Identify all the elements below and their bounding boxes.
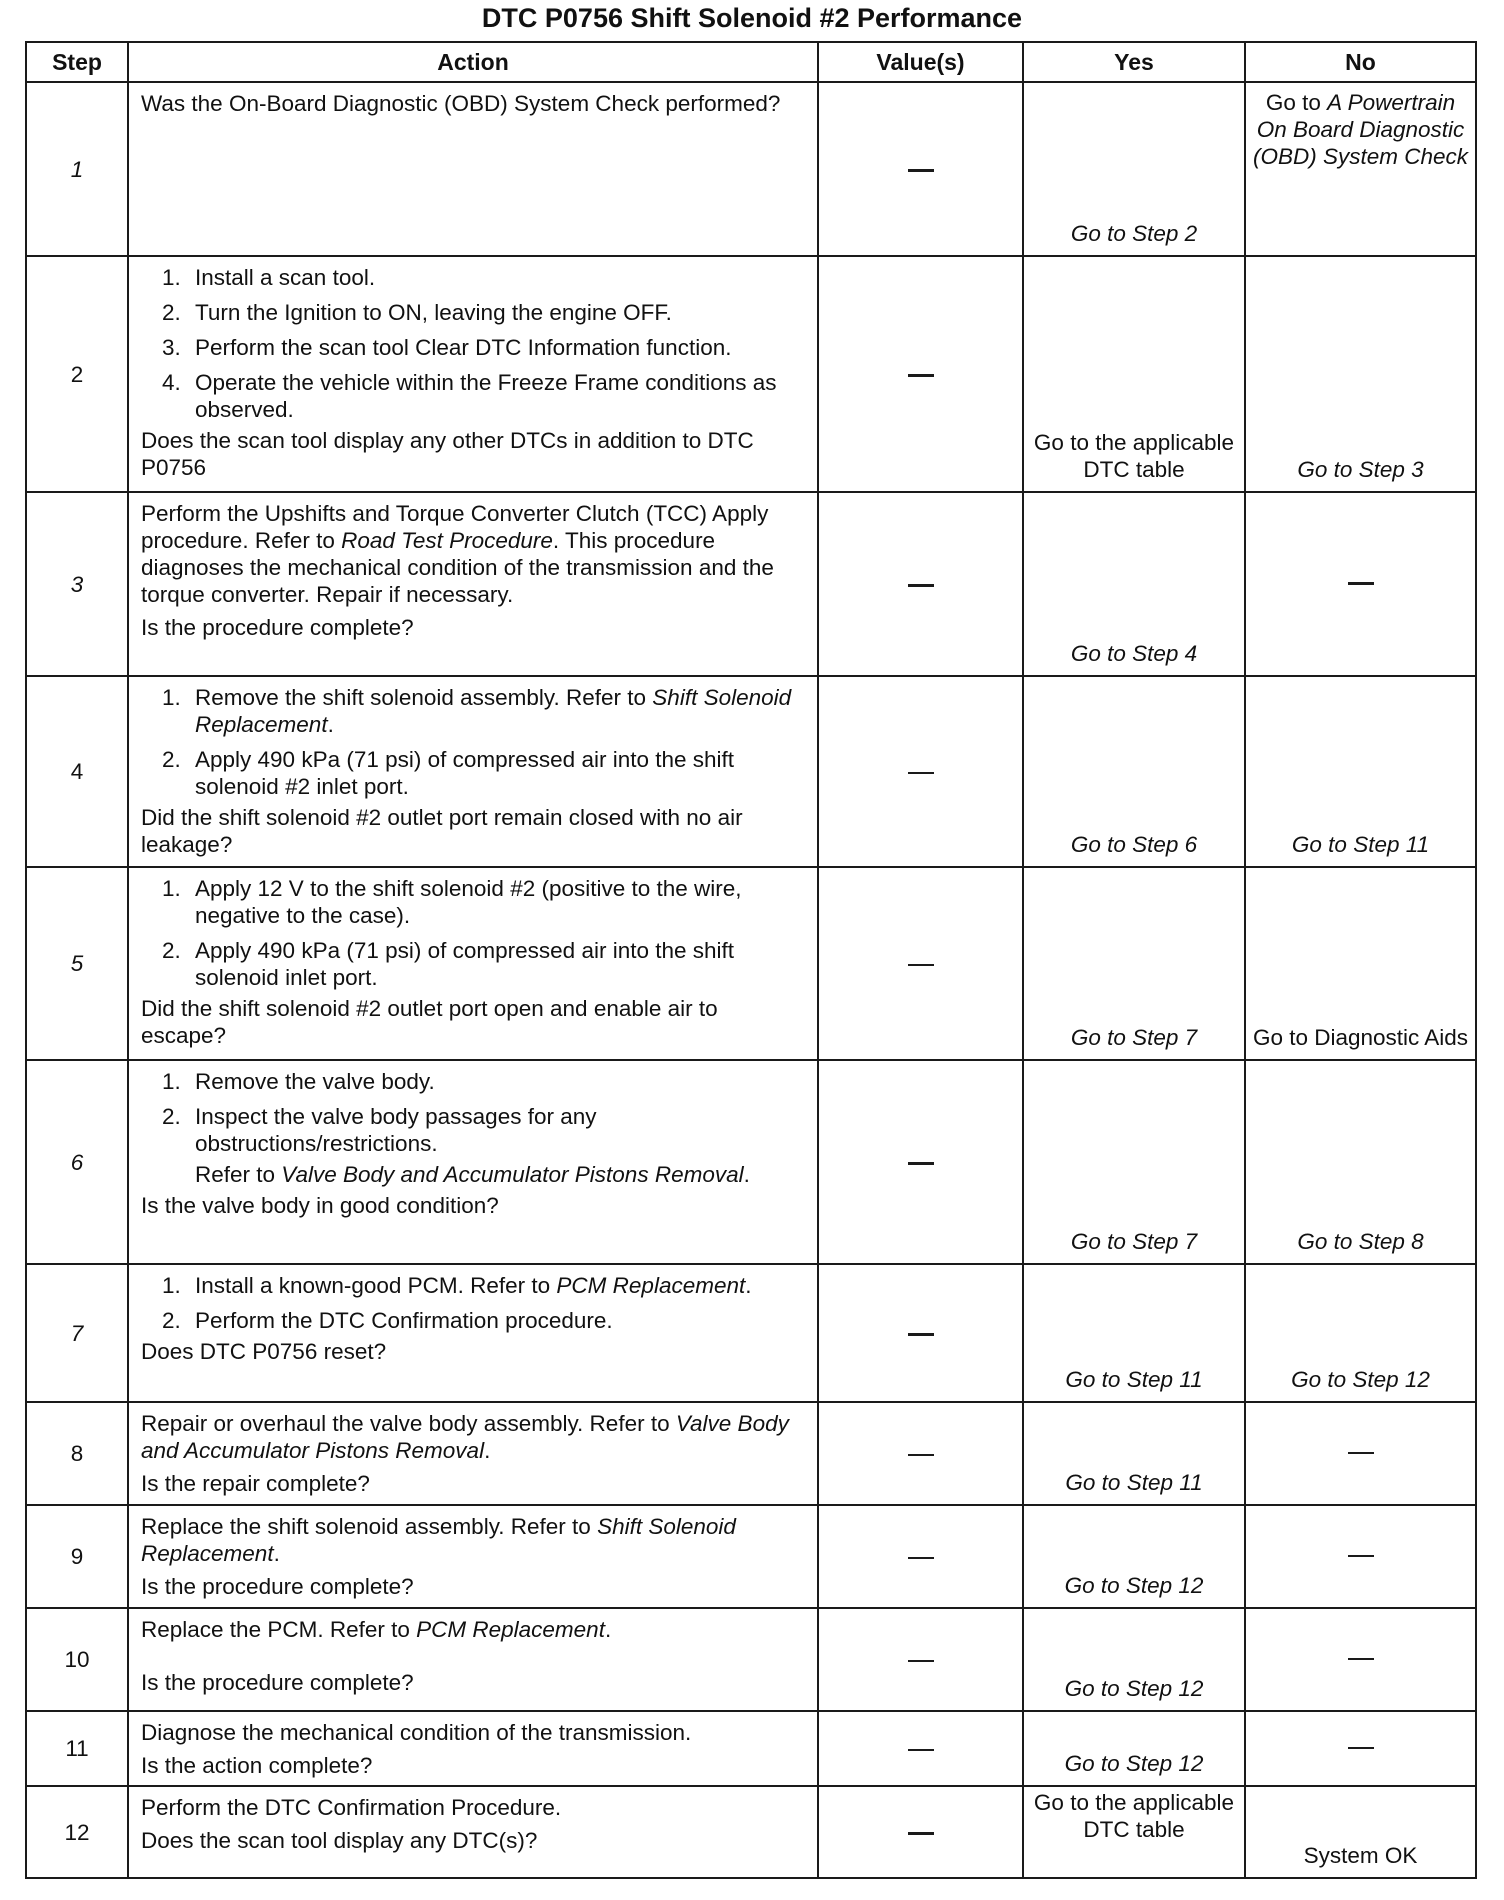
action-step-item: 3. Perform the scan tool Clear DTC Information function. <box>187 334 807 361</box>
step-number-cell <box>26 82 128 256</box>
table-row <box>26 1402 1476 1505</box>
yes-cell <box>1023 1786 1245 1878</box>
action-cell <box>128 1711 818 1786</box>
action-cell <box>128 1060 818 1264</box>
yes-link[interactable]: Go to the applicable DTC table <box>1033 1790 1235 1842</box>
action-step-item: 2. Apply 490 kPa (71 psi) of compressed air into the shift solenoid #2 inlet port. <box>187 746 807 800</box>
dash-mark <box>908 1162 934 1165</box>
step-number-cell <box>26 1264 128 1402</box>
header-values: Value(s) <box>818 42 1023 82</box>
dash-mark <box>908 1454 934 1457</box>
action-question: Is the procedure complete? <box>141 615 414 640</box>
table-row <box>26 492 1476 676</box>
step-number: 11 <box>65 1736 89 1761</box>
value-cell <box>818 1608 1023 1711</box>
yes-link[interactable]: Go to Step 7 <box>1070 1025 1198 1050</box>
no-link[interactable]: Go to Step 12 <box>1291 1367 1430 1392</box>
action-cell <box>128 1264 818 1402</box>
table-row <box>26 676 1476 867</box>
action-cell <box>128 492 818 676</box>
yes-link[interactable]: Go to Step 6 <box>1070 832 1198 857</box>
yes-cell <box>1023 1711 1245 1786</box>
yes-cell <box>1023 82 1245 256</box>
action-step-item: 1. Apply 12 V to the shift solenoid #2 (positive to the wire, negative to the case). <box>187 875 807 929</box>
dash-mark <box>1348 582 1374 585</box>
action-question: Does the scan tool display any DTC(s)? <box>141 1828 538 1853</box>
yes-link[interactable]: Go to Step 7 <box>1070 1229 1198 1254</box>
action-step-item: 2. Apply 490 kPa (71 psi) of compressed air into the shift solenoid inlet port. <box>187 937 807 991</box>
dash-mark <box>1348 1452 1374 1455</box>
yes-link[interactable]: Go to Step 11 <box>1065 1367 1203 1392</box>
yes-cell <box>1023 256 1245 492</box>
action-question: Does DTC P0756 reset? <box>141 1339 387 1364</box>
refer-note: Refer to Valve Body and Accumulator Pistons Removal. <box>195 1162 750 1187</box>
yes-cell <box>1023 1505 1245 1608</box>
step-number-cell <box>26 1402 128 1505</box>
header-no: No <box>1245 42 1476 82</box>
yes-link[interactable]: Go to the applicable DTC table <box>1033 430 1235 482</box>
dash-mark <box>908 374 934 377</box>
value-cell <box>818 867 1023 1060</box>
action-question: Is the valve body in good condition? <box>141 1193 499 1218</box>
step-number: 10 <box>64 1647 90 1672</box>
no-cell <box>1245 1608 1476 1711</box>
table-row <box>26 1060 1476 1264</box>
action-instruction: Replace the PCM. Refer to PCM Replacement. <box>141 1617 612 1642</box>
action-question: Is the procedure complete? <box>141 1670 414 1695</box>
action-step-item: 2. Inspect the valve body passages for any obstructions/restrictions. <box>187 1103 807 1157</box>
action-step-item: 1. Remove the shift solenoid assembly. Refer to Shift Solenoid Replacement. <box>187 684 807 738</box>
header-yes: Yes <box>1023 42 1245 82</box>
action-cell <box>128 1608 818 1711</box>
action-cell <box>128 256 818 492</box>
step-number-cell <box>26 867 128 1060</box>
dash-mark <box>908 772 934 775</box>
action-steps <box>141 264 807 423</box>
dash-mark <box>908 1557 934 1560</box>
step-number: 6 <box>70 1149 84 1175</box>
yes-cell <box>1023 1060 1245 1264</box>
dash-mark <box>1348 1555 1374 1558</box>
yes-cell <box>1023 867 1245 1060</box>
yes-link[interactable]: Go to Step 11 <box>1065 1470 1203 1495</box>
step-number: 7 <box>70 1320 84 1346</box>
step-number-cell <box>26 1608 128 1711</box>
yes-link[interactable]: Go to Step 12 <box>1064 1751 1204 1776</box>
step-number-cell <box>26 676 128 867</box>
value-cell <box>818 1505 1023 1608</box>
no-link[interactable]: Go to Step 11 <box>1291 832 1430 857</box>
table-row <box>26 82 1476 256</box>
reference-link[interactable]: Valve Body and Accumulator Pistons Removal <box>141 1411 789 1463</box>
dash-mark <box>908 1660 934 1663</box>
no-cell <box>1245 1711 1476 1786</box>
step-number-cell <box>26 1060 128 1264</box>
dash-mark <box>908 964 934 967</box>
action-instruction: Perform the DTC Confirmation Procedure. <box>141 1795 562 1820</box>
action-steps <box>141 684 807 800</box>
step-number: 8 <box>70 1441 84 1466</box>
header-action: Action <box>128 42 818 82</box>
yes-cell <box>1023 1402 1245 1505</box>
diagnostic-table <box>25 41 1477 1879</box>
yes-link[interactable]: Go to Step 2 <box>1070 221 1198 246</box>
dash-mark <box>908 584 934 587</box>
value-cell <box>818 1402 1023 1505</box>
action-step-item: 2. Perform the DTC Confirmation procedure. <box>187 1307 807 1334</box>
no-cell <box>1245 867 1476 1060</box>
action-question: Did the shift solenoid #2 outlet port remain closed with no air leakage? <box>141 805 743 857</box>
yes-cell <box>1023 492 1245 676</box>
reference-link[interactable]: Valve Body and Accumulator Pistons Removal <box>281 1162 744 1187</box>
value-cell <box>818 676 1023 867</box>
table-row <box>26 1711 1476 1786</box>
no-link[interactable]: Go to Step 8 <box>1297 1229 1424 1254</box>
action-question: Is the action complete? <box>141 1753 373 1778</box>
no-cell <box>1245 82 1476 256</box>
step-number-cell <box>26 1786 128 1878</box>
yes-cell <box>1023 676 1245 867</box>
action-cell <box>128 82 818 256</box>
reference-link[interactable]: Shift Solenoid Replacement <box>141 1514 736 1566</box>
reference-link[interactable]: Road Test Procedure <box>341 528 553 553</box>
value-cell <box>818 492 1023 676</box>
dash-mark <box>908 169 934 172</box>
header-step: Step <box>26 42 128 82</box>
no-link[interactable]: A Powertrain On Board Diagnostic (OBD) System Check <box>1252 90 1469 169</box>
yes-link[interactable]: Go to Step 12 <box>1064 1573 1204 1598</box>
no-cell <box>1245 256 1476 492</box>
step-number: 12 <box>64 1819 90 1845</box>
no-result: System OK <box>1303 1843 1418 1868</box>
action-question: Is the repair complete? <box>141 1471 370 1496</box>
action-question: Is the procedure complete? <box>141 1574 414 1599</box>
action-cell <box>128 676 818 867</box>
action-step-item: 1. Install a scan tool. <box>187 264 807 291</box>
dash-mark <box>1348 1747 1374 1750</box>
action-step-item: 4. Operate the vehicle within the Freeze Frame conditions as observed. <box>187 369 807 423</box>
action-cell <box>128 1402 818 1505</box>
step-number-cell <box>26 256 128 492</box>
reference-link[interactable]: Shift Solenoid Replacement <box>195 685 792 737</box>
table-row <box>26 1786 1476 1878</box>
step-number: 5 <box>70 951 84 976</box>
action-instruction: Perform the Upshifts and Torque Converter Clutch (TCC) Apply procedure. Refer to Road Test Procedure. This procedure diagnoses the mechanical condition of the transmission and the torque converter. Repair if necessary. <box>141 501 774 607</box>
no-cell <box>1245 676 1476 867</box>
action-step-item: 1. Install a known-good PCM. Refer to PCM Replacement. <box>187 1272 807 1299</box>
page-title: DTC P0756 Shift Solenoid #2 Performance <box>481 3 1023 33</box>
action-cell <box>128 867 818 1060</box>
no-link[interactable]: Go to Diagnostic Aids <box>1252 1025 1469 1050</box>
dash-mark <box>1348 1658 1374 1661</box>
step-number: 9 <box>70 1544 84 1569</box>
yes-cell <box>1023 1264 1245 1402</box>
action-cell <box>128 1786 818 1878</box>
table-header-row <box>26 42 1476 82</box>
action-step-item: 1. Remove the valve body. <box>187 1068 807 1095</box>
action-question: Did the shift solenoid #2 outlet port open and enable air to escape? <box>141 996 718 1048</box>
yes-link[interactable]: Go to Step 4 <box>1070 641 1198 666</box>
action-question: Was the On-Board Diagnostic (OBD) System Check performed? <box>141 91 781 116</box>
dash-mark <box>908 1749 934 1752</box>
value-cell <box>818 82 1023 256</box>
no-cell <box>1245 1060 1476 1264</box>
action-steps <box>141 1272 807 1334</box>
action-instruction: Diagnose the mechanical condition of the transmission. <box>141 1720 692 1745</box>
action-steps <box>141 1068 807 1157</box>
action-cell <box>128 1505 818 1608</box>
table-row <box>26 867 1476 1060</box>
table-row <box>26 256 1476 492</box>
dash-mark <box>908 1832 934 1835</box>
value-cell <box>818 1264 1023 1402</box>
step-number-cell <box>26 1505 128 1608</box>
step-number: 3 <box>70 571 84 597</box>
value-cell <box>818 1711 1023 1786</box>
no-cell <box>1245 1786 1476 1878</box>
no-link[interactable]: Go to Step 3 <box>1297 457 1424 482</box>
yes-cell <box>1023 1608 1245 1711</box>
no-cell <box>1245 1264 1476 1402</box>
table-row <box>26 1505 1476 1608</box>
table-row <box>26 1264 1476 1402</box>
reference-link[interactable]: PCM Replacement <box>416 1617 605 1642</box>
step-number: 4 <box>70 759 84 784</box>
value-cell <box>818 256 1023 492</box>
yes-link[interactable]: Go to Step 12 <box>1064 1676 1204 1701</box>
no-cell <box>1245 1505 1476 1608</box>
action-question: Does the scan tool display any other DTCs in addition to DTC P0756 <box>141 428 754 480</box>
step-number: 2 <box>70 361 84 387</box>
action-step-item: 2. Turn the Ignition to ON, leaving the engine OFF. <box>187 299 807 326</box>
value-cell <box>818 1786 1023 1878</box>
action-instruction: Repair or overhaul the valve body assembly. Refer to Valve Body and Accumulator Pistons Removal. <box>141 1411 789 1463</box>
action-steps <box>141 875 807 991</box>
step-number-cell <box>26 1711 128 1786</box>
dash-mark <box>908 1333 934 1336</box>
step-number-cell <box>26 492 128 676</box>
action-instruction: Replace the shift solenoid assembly. Refer to Shift Solenoid Replacement. <box>141 1514 736 1566</box>
step-number: 1 <box>70 156 84 182</box>
table-row <box>26 1608 1476 1711</box>
no-cell <box>1245 1402 1476 1505</box>
no-cell <box>1245 492 1476 676</box>
no-prefix: Go to <box>1265 90 1328 115</box>
reference-link[interactable]: PCM Replacement <box>556 1273 746 1298</box>
value-cell <box>818 1060 1023 1264</box>
